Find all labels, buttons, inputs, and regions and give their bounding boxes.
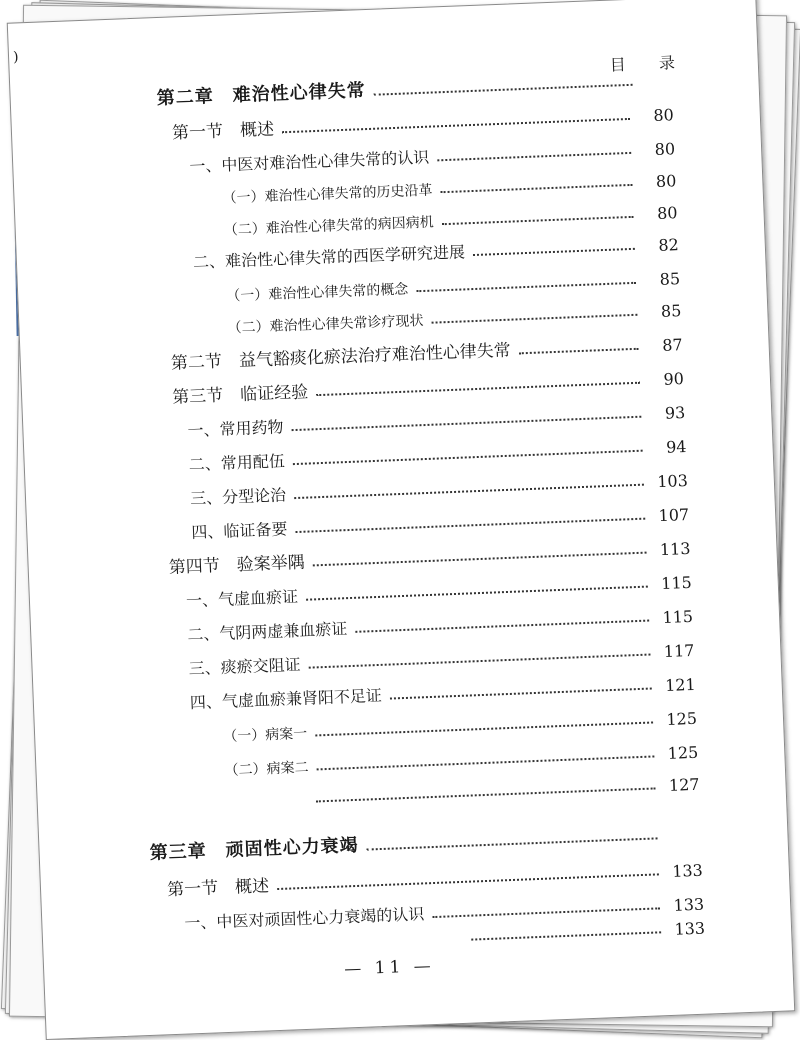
toc-title: 一、中医对难治性心律失常的认识 [189, 147, 430, 176]
toc-title: 四、临证备要 [191, 519, 288, 543]
toc-title: 二、常用配伍 [188, 451, 286, 475]
toc-title: 第四节 验案举隅 [168, 552, 306, 578]
toc-leader [374, 84, 633, 96]
toc-page-number: 107 [658, 504, 690, 526]
toc-leader [355, 620, 649, 633]
table-of-contents [8, 0, 794, 1039]
toc-leader [437, 152, 631, 161]
toc-title: 一、气虚血瘀证 [185, 587, 299, 611]
toc-leader [416, 282, 636, 292]
toc-page-number: 80 [655, 171, 677, 191]
toc-title: 一、中医对顽固性心力衰竭的认识 [184, 904, 425, 933]
toc-leader [390, 688, 652, 700]
toc-page [7, 0, 796, 1040]
corner-mark: ) [12, 49, 19, 66]
toc-page-number [639, 90, 677, 91]
toc-leader [317, 755, 655, 770]
toc-leader [295, 518, 645, 533]
toc-leader [292, 416, 642, 431]
toc-title: 三、分型论治 [189, 485, 287, 509]
toc-page-number: 85 [659, 269, 681, 289]
section-header: 目 录 [609, 52, 690, 75]
toc-title: 第一节 概述 [171, 119, 275, 144]
toc-title: 第二节 益气豁痰化瘀法治疗难治性心律失常 [170, 340, 512, 374]
toc-page-number: 80 [654, 139, 676, 159]
toc-page-number: 87 [661, 335, 683, 355]
toc-leader [471, 931, 661, 940]
toc-title: 二、难治性心律失常的西医学研究进展 [192, 242, 466, 272]
toc-page-number: 90 [663, 369, 685, 389]
toc-leader [309, 654, 651, 669]
toc-page-number: 115 [660, 572, 693, 594]
toc-title: （一）病案一 [223, 725, 308, 745]
toc-title: 一、常用药物 [187, 417, 284, 441]
toc-leader [316, 382, 640, 396]
toc-page-number: 113 [659, 538, 691, 560]
toc-title: （二）病案二 [224, 759, 309, 779]
toc-title: 第三节 临证经验 [171, 382, 309, 408]
toc-leader [282, 118, 630, 133]
toc-page-number: 80 [656, 203, 678, 223]
toc-page-number: 115 [662, 606, 694, 628]
toc-leader [316, 787, 656, 802]
toc-leader [519, 348, 639, 355]
toc-leader [313, 552, 647, 567]
toc-title: 第二章 难治性心律失常 [156, 80, 367, 110]
toc-page-number: 80 [653, 105, 675, 126]
toc-page-number: 125 [667, 742, 699, 763]
toc-leader [277, 873, 659, 890]
toc-title: 第一节 概述 [166, 876, 270, 901]
toc-leader [367, 837, 658, 850]
toc-title: （二）难治性心律失常诊疗现状 [227, 312, 424, 337]
toc-page-number: 82 [658, 235, 680, 255]
page-number-footer: — 11 — [343, 956, 436, 980]
toc-leader [293, 450, 643, 465]
toc-title: 三、痰瘀交阻证 [188, 654, 301, 679]
toc-title: （一）难治性心律失常的概念 [226, 281, 409, 305]
toc-page-number: 133 [673, 894, 705, 915]
toc-leader [432, 314, 638, 324]
toc-page-number: 127 [668, 774, 700, 795]
toc-title: （一）难治性心律失常的历史沿革 [222, 182, 433, 207]
toc-title: 第三章 顽固性心力衰竭 [149, 834, 359, 864]
toc-page-number: 85 [660, 301, 682, 321]
toc-page-number: 133 [674, 918, 706, 939]
toc-leader [441, 184, 633, 193]
toc-title: 二、气阴两虚兼血瘀证 [186, 619, 348, 645]
toc-page-number: 103 [656, 470, 689, 492]
toc-title: 四、气虚血瘀兼肾阳不足证 [189, 685, 383, 713]
toc-leader [315, 721, 653, 736]
toc-leader [306, 586, 648, 601]
toc-page-number: 117 [663, 640, 695, 662]
toc-leader [442, 216, 634, 225]
toc-leader [294, 484, 644, 499]
toc-page-number [664, 844, 702, 845]
toc-page-number: 94 [665, 436, 687, 457]
toc-title: （二）难治性心律失常的病因病机 [223, 214, 435, 239]
toc-page-number: 125 [666, 708, 698, 729]
toc-page-number: 93 [664, 403, 686, 423]
toc-leader [473, 248, 635, 256]
toc-page-number: 133 [671, 860, 704, 881]
toc-page-number: 121 [664, 674, 697, 695]
